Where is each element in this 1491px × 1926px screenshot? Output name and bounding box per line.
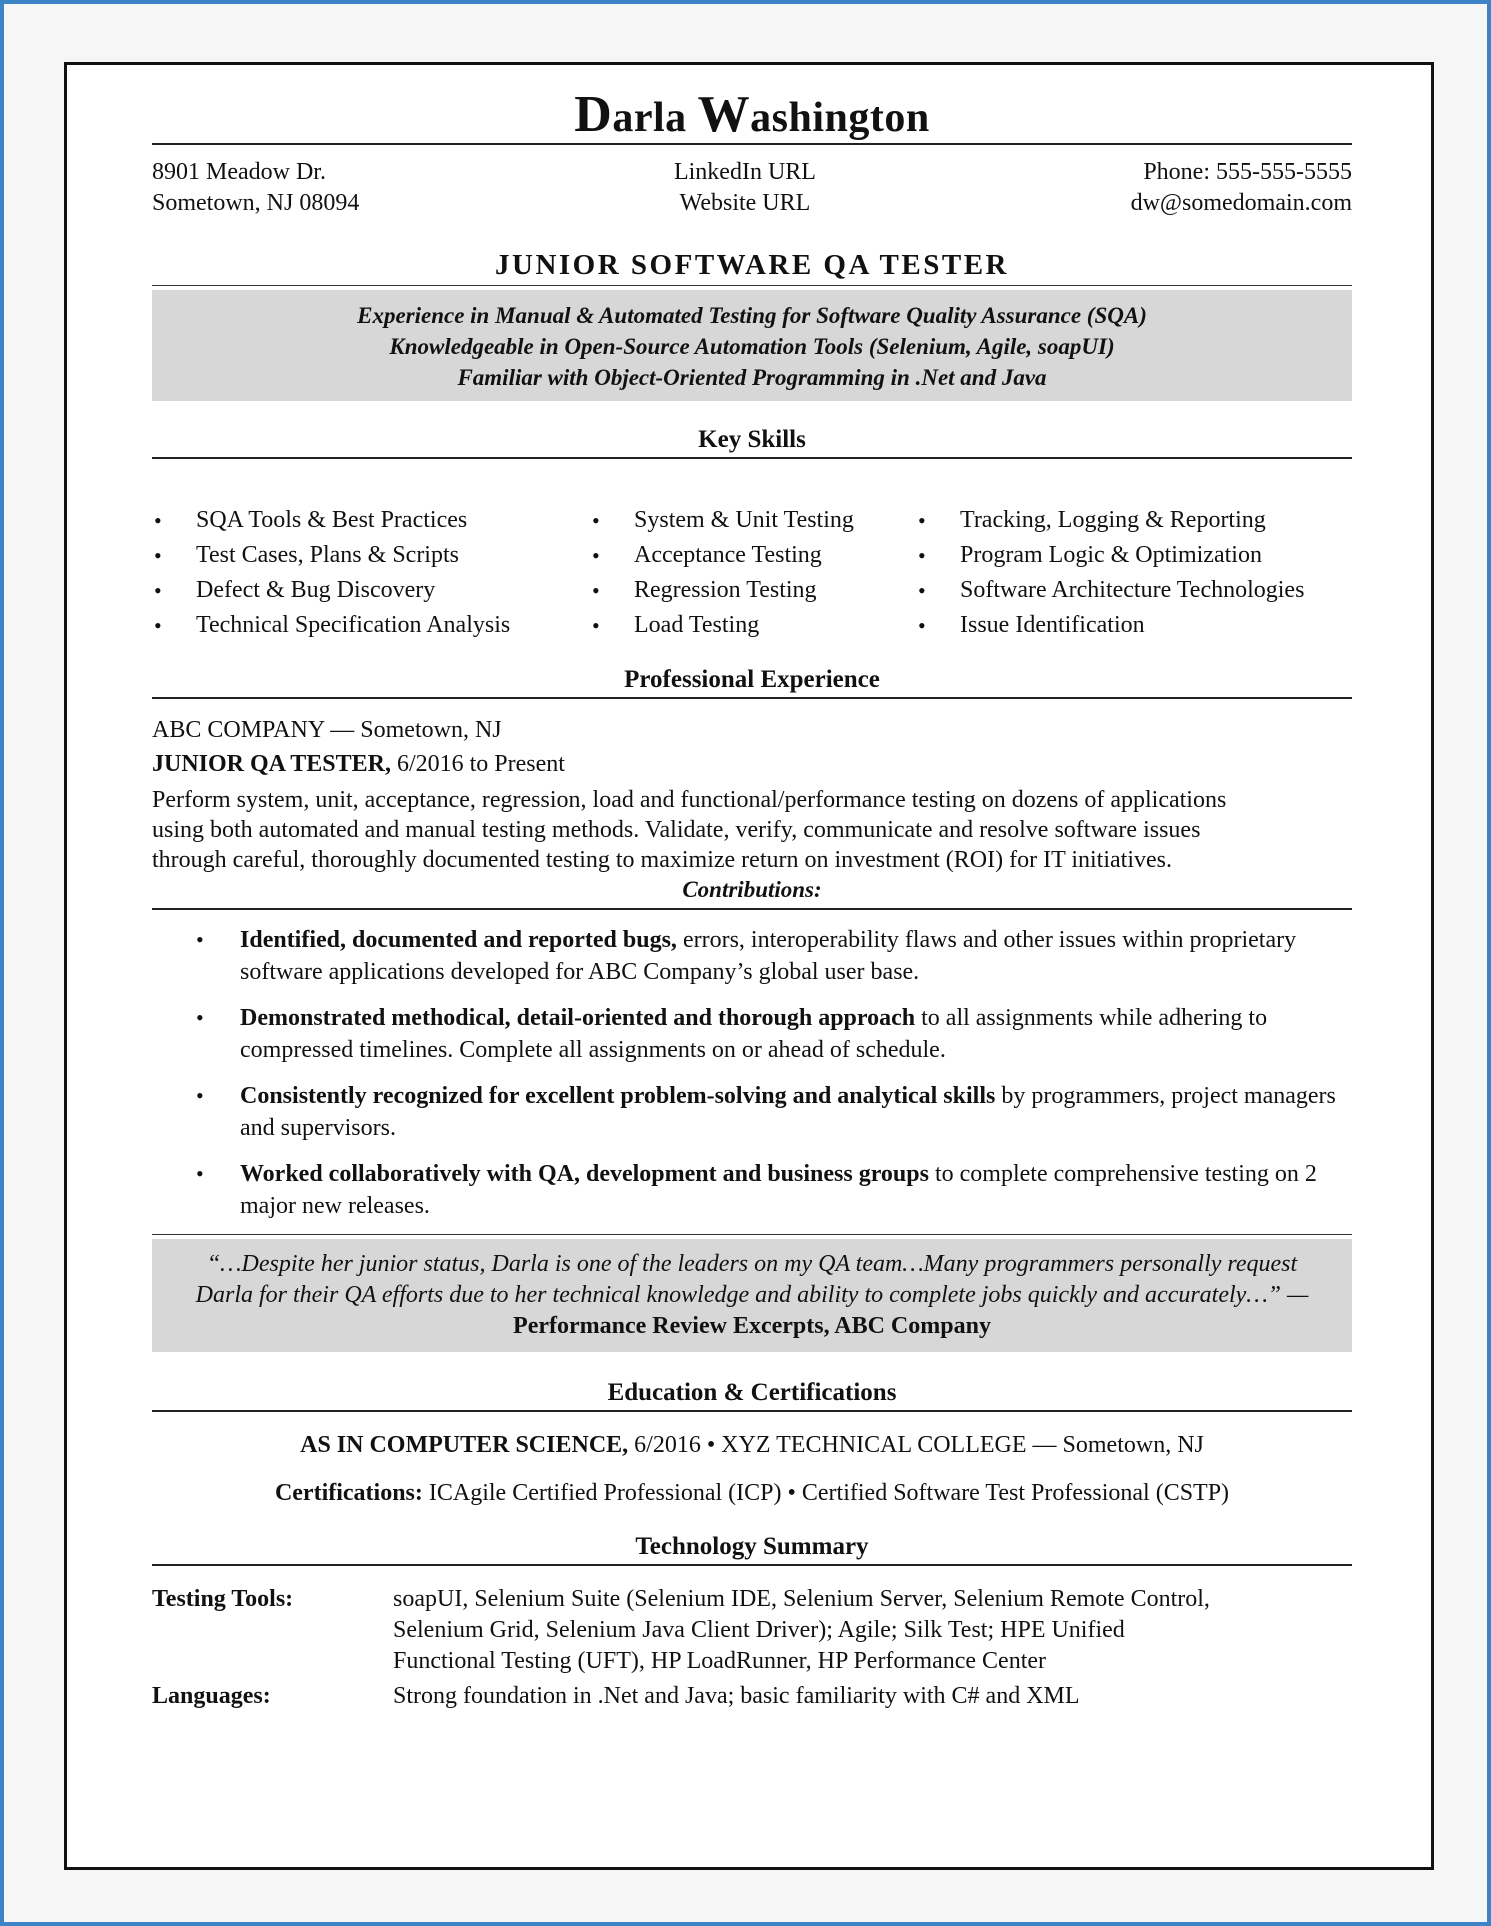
- description-line: Perform system, unit, acceptance, regression, load and functional/performance testing on dozens of applications: [152, 787, 1227, 813]
- summary-line: Knowledgeable in Open-Source Automation Tools (Selenium, Agile, soapUI): [389, 334, 1115, 359]
- quote-text: “…Despite her junior status, Darla is one of the leaders on my QA team…Many programmers personally request Darla for their QA efforts due to her technical knowledge and ability to complete jobs quickly and accurately…”: [195, 1251, 1298, 1308]
- skill-item: • Tracking, Logging & Reporting: [916, 503, 1352, 538]
- summary-line: Experience in Manual & Automated Testing for Software Quality Assurance (SQA): [357, 303, 1147, 328]
- job-description: [152, 785, 1352, 875]
- linkedin-url[interactable]: LinkedIn URL: [673, 159, 816, 185]
- contribution-item: • Consistently recognized for excellent problem-solving and analytical skills by programmers, project managers and supervisors.: [152, 1080, 1352, 1144]
- testing-tools-row: [152, 1584, 1352, 1677]
- quote-source: Performance Review Excerpts, ABC Company: [513, 1313, 991, 1339]
- skill-item: • Defect & Bug Discovery: [152, 573, 590, 608]
- section-title-technology: Technology Summary: [152, 1532, 1352, 1566]
- degree-line: AS IN COMPUTER SCIENCE, 6/2016 • XYZ TECHNICAL COLLEGE — Sometown, NJ: [300, 1432, 1204, 1458]
- skill-item: • Technical Specification Analysis: [152, 608, 590, 643]
- certifications-line: Certifications: ICAgile Certified Professional (ICP) • Certified Software Test Professional (CSTP): [274, 1480, 1230, 1506]
- contributions-list: [152, 924, 1352, 1222]
- address-line-2: Sometown, NJ 08094: [152, 190, 360, 216]
- description-line: through careful, thoroughly documented testing to maximize return on investment (ROI) for IT initiatives.: [152, 847, 1172, 873]
- skill-item: • Issue Identification: [916, 608, 1352, 643]
- description-line: using both automated and manual testing methods. Validate, verify, communicate and resolve software issues: [152, 817, 1201, 843]
- section-title-education: Education & Certifications: [152, 1378, 1352, 1412]
- performance-quote: “…Despite her junior status, Darla is one of the leaders on my QA team…Many programmers personally request Darla for their QA efforts due to her technical knowledge and ability to complete jobs quickly and accurately…” — Performance Review Excerpts, ABC Company: [152, 1239, 1352, 1352]
- skill-item: • Test Cases, Plans & Scripts: [152, 538, 590, 573]
- summary-line: Familiar with Object-Oriented Programming in .Net and Java: [457, 365, 1047, 390]
- contribution-item: • Identified, documented and reported bugs, errors, interoperability flaws and other issues within proprietary software applications developed for ABC Company’s global user base.: [152, 924, 1352, 988]
- skill-item: • Load Testing: [590, 608, 916, 643]
- job-title-line: [152, 747, 1352, 781]
- section-title-experience: Professional Experience: [152, 665, 1352, 699]
- website-url[interactable]: Website URL: [679, 190, 811, 216]
- languages-label: Languages:: [152, 1683, 271, 1709]
- contact-block: [152, 157, 1352, 219]
- degree: AS IN COMPUTER SCIENCE,: [300, 1432, 629, 1458]
- job-dates: 6/2016 to Present: [390, 751, 565, 777]
- resume-content: [152, 85, 1352, 1712]
- phone-email: [1131, 157, 1352, 219]
- skill-item: • Acceptance Testing: [590, 538, 916, 573]
- languages-row: [152, 1681, 1352, 1712]
- certifications-label: Certifications:: [274, 1480, 423, 1506]
- web-links: [674, 157, 816, 219]
- divider: [152, 1234, 1352, 1235]
- job-title: JUNIOR QA TESTER,: [152, 751, 391, 777]
- summary-box: [152, 290, 1352, 401]
- address-line-1: 8901 Meadow Dr.: [152, 159, 326, 185]
- section-title-key-skills: Key Skills: [152, 425, 1352, 459]
- phone: Phone: 555-555-5555: [1143, 159, 1352, 185]
- skill-item: • SQA Tools & Best Practices: [152, 503, 590, 538]
- skills-column-2: [590, 503, 916, 643]
- skill-item: • Program Logic & Optimization: [916, 538, 1352, 573]
- resume-page: [64, 62, 1434, 1870]
- testing-tools-value: soapUI, Selenium Suite (Selenium IDE, Selenium Server, Selenium Remote Control, Selenium Grid, Selenium Java Client Driver); Agile; Silk Test; HPE Unified Functional Testing (UFT), HP LoadRunner, HP Performance Center: [393, 1586, 1210, 1674]
- languages-value: Strong foundation in .Net and Java; basic familiarity with C# and XML: [393, 1683, 1080, 1709]
- skills-column-3: [916, 503, 1352, 643]
- contributions-title: Contributions:: [152, 875, 1352, 910]
- contribution-item: • Worked collaboratively with QA, development and business groups to complete comprehensive testing on 2 major new releases.: [152, 1158, 1352, 1222]
- skill-item: • System & Unit Testing: [590, 503, 916, 538]
- email[interactable]: dw@somedomain.com: [1130, 190, 1352, 216]
- headline: JUNIOR SOFTWARE QA TESTER: [152, 245, 1352, 286]
- testing-tools-label: Testing Tools:: [152, 1586, 294, 1612]
- skill-item: • Software Architecture Technologies: [916, 573, 1352, 608]
- key-skills-list: [152, 503, 1352, 643]
- address: [152, 157, 359, 219]
- contribution-item: • Demonstrated methodical, detail-oriented and thorough approach to all assignments while adhering to compressed timelines. Complete all assignments on or ahead of schedule.: [152, 1002, 1352, 1066]
- skill-item: • Regression Testing: [590, 573, 916, 608]
- company-line: ABC COMPANY — Sometown, NJ: [152, 717, 502, 743]
- candidate-name: Darla Washington: [152, 85, 1352, 145]
- skills-column-1: [152, 503, 590, 643]
